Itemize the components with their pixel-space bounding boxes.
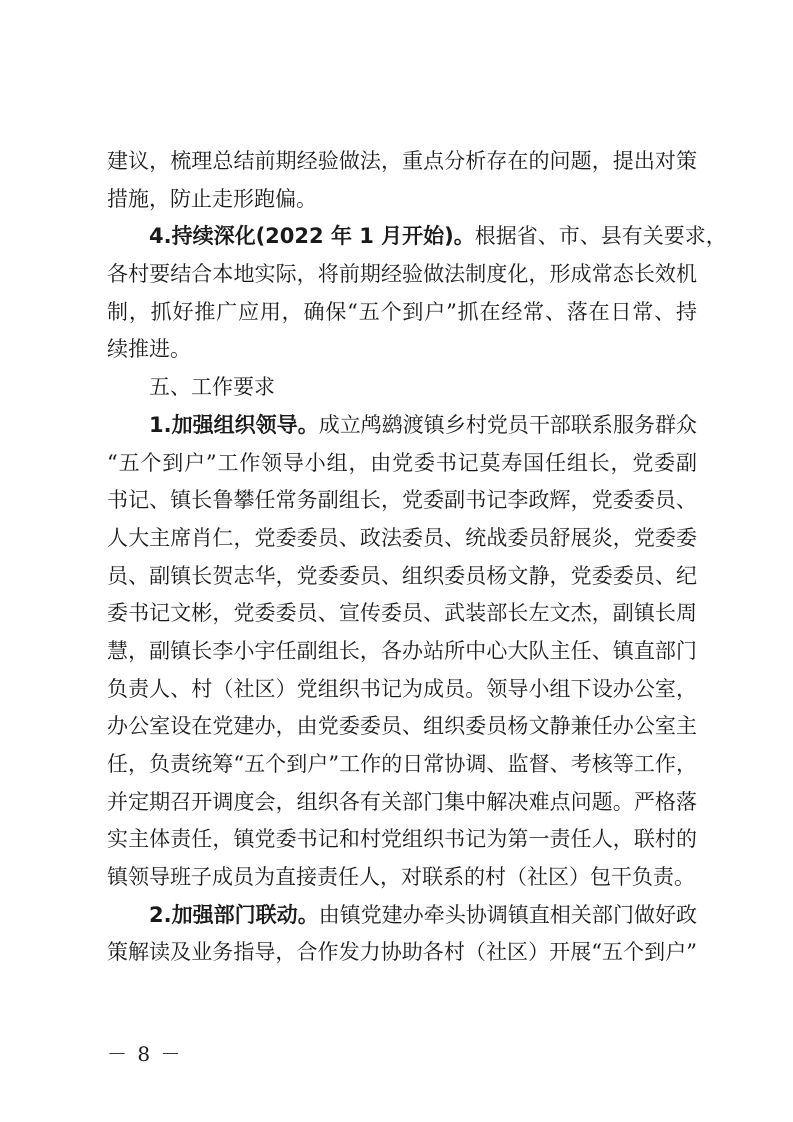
paragraph-text: 制，抓好推广应用，确保“五个到户”抓在经常、落在日常、持 xyxy=(107,299,697,324)
paragraph-text: 委书记文彬，党委委员、宣传委员、武装部长左文杰，副镇长周 xyxy=(107,601,697,626)
paragraph-text: 人大主席肖仁，党委委员、政法委员、统战委员舒展炎，党委委 xyxy=(107,525,697,550)
paragraph-text: 并定期召开调度会，组织各有关部门集中解决难点问题。严格落 xyxy=(107,789,697,814)
text-line xyxy=(107,256,697,294)
text-line xyxy=(107,558,697,596)
text-line xyxy=(107,859,697,897)
paragraph-text: 根据省、市、县有关要求， xyxy=(474,224,727,249)
text-line xyxy=(107,181,697,219)
bold-lead-text: 4.持续深化(2022 年 1 月开始)。 xyxy=(149,224,475,249)
paragraph-text: 镇领导班子成员为直接责任人，对联系的村（社区）包干负责。 xyxy=(107,865,695,890)
paragraph-text: 成立鸬鹚渡镇乡村党员干部联系服务群众 xyxy=(318,412,697,437)
text-line xyxy=(107,331,697,369)
text-line xyxy=(107,595,697,633)
text-line xyxy=(107,369,697,407)
text-line xyxy=(107,520,697,558)
paragraph-text: 员、副镇长贺志华，党委委员、组织委员杨文静，党委委员、纪 xyxy=(107,563,697,588)
paragraph-text: 慧，副镇长李小宇任副组长，各办站所中心大队主任、镇直部门 xyxy=(107,638,697,663)
body-text xyxy=(107,143,727,972)
paragraph-text: 任，负责统筹“五个到户”工作的日常协调、监督、考核等工作， xyxy=(107,752,697,776)
section-heading: 五、工作要求 xyxy=(149,375,275,400)
paragraph-text: 续推进。 xyxy=(107,337,191,362)
paragraph-text: 策解读及业务指导，合作发力协助各村（社区）开展“五个到户” xyxy=(107,940,697,965)
paragraph-text: 由镇党建办牵头协调镇直相关部门做好政 xyxy=(318,902,697,927)
text-line xyxy=(107,784,697,822)
text-line xyxy=(107,294,697,332)
text-line xyxy=(107,897,697,935)
paragraph-text: 措施，防止走形跑偏。 xyxy=(107,186,317,211)
bold-lead-text: 1.加强组织领导。 xyxy=(149,412,319,437)
text-line xyxy=(107,445,697,483)
paragraph-text: 书记、镇长鲁攀任常务副组长，党委副书记李政辉，党委委员、 xyxy=(107,488,697,513)
paragraph-text: “五个到户”工作领导小组，由党委书记莫寿国任组长，党委副 xyxy=(107,450,697,475)
text-line xyxy=(107,218,727,256)
bold-lead-text: 2.加强部门联动。 xyxy=(149,902,319,927)
text-line xyxy=(107,708,697,746)
text-line xyxy=(107,671,697,709)
paragraph-text: 实主体责任，镇党委书记和村党组织书记为第一责任人，联村的 xyxy=(107,827,697,852)
text-line xyxy=(107,821,697,859)
text-line xyxy=(107,746,697,784)
text-line xyxy=(107,143,697,181)
text-line xyxy=(107,407,697,445)
paragraph-text: 建议，梳理总结前期经验做法，重点分析存在的问题，提出对策 xyxy=(107,149,697,173)
text-line xyxy=(107,482,697,520)
paragraph-text: 各村要结合本地实际，将前期经验做法制度化，形成常态长效机 xyxy=(107,262,697,287)
paragraph-text: 负责人、村（社区）党组织书记为成员。领导小组下设办公室， xyxy=(107,676,697,701)
paragraph-text: 办公室设在党建办，由党委委员、组织委员杨文静兼任办公室主 xyxy=(107,714,697,739)
text-line xyxy=(107,934,697,972)
page-number: － 8 － xyxy=(107,1042,183,1066)
text-line xyxy=(107,633,697,671)
